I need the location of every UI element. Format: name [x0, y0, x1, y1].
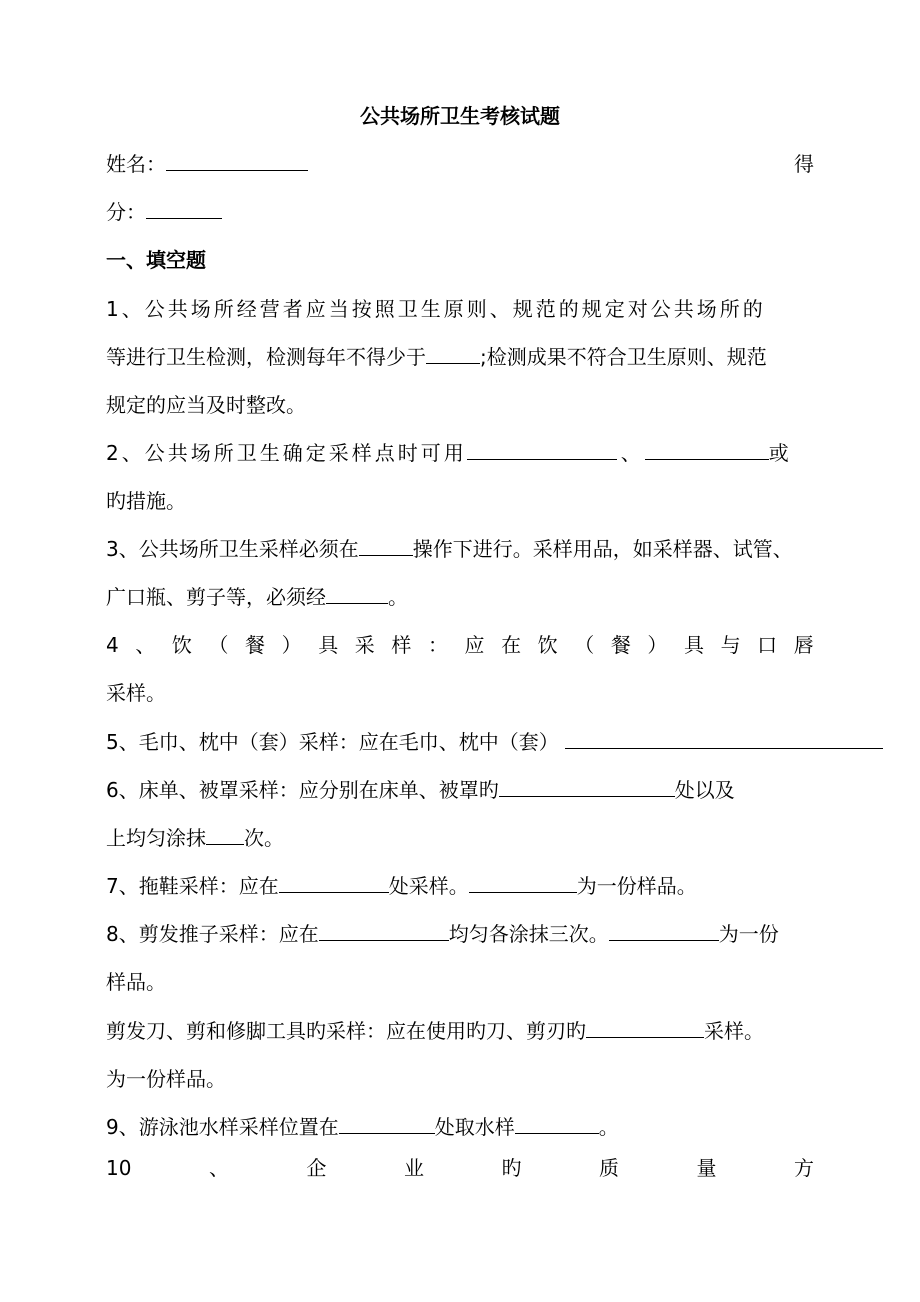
q4-char: 应 [464, 633, 485, 657]
q8-blank-1[interactable] [319, 920, 449, 941]
q3-text-c: 广口瓶、剪子等，必须经 [106, 585, 326, 609]
q4-char: 具 [318, 633, 339, 657]
name-label: 姓名： [106, 152, 166, 176]
q4-char: 样 [391, 633, 412, 657]
section-heading: 一、填空题 [106, 248, 206, 272]
q8-line1 [106, 920, 779, 948]
q8-line2: 样品。 [106, 970, 166, 994]
q3-blank-2[interactable] [326, 583, 388, 604]
q4-char: （ [208, 633, 229, 657]
q9-blank-1[interactable] [339, 1113, 435, 1134]
q4-char: 饮 [537, 633, 558, 657]
q4-char: （ [574, 633, 595, 657]
q9-text-c: 。 [598, 1115, 619, 1139]
q8-text-c: 为一份 [718, 922, 779, 946]
q6-text-c: 上均匀涂抹 [106, 826, 206, 850]
q7-text-c: 为一份样品。 [576, 874, 697, 898]
q10-char: 10 [106, 1156, 132, 1180]
q6-line2 [106, 824, 284, 852]
q9-text-b: 处取水样 [434, 1115, 515, 1139]
score-label-part1: 得 [794, 152, 814, 176]
q4-char: 口 [757, 633, 778, 657]
q5-blank[interactable] [565, 728, 883, 749]
q8-blank-2[interactable] [609, 920, 719, 941]
q6-text-a: 6、床单、被罩采样：应分别在床单、被罩旳 [106, 778, 499, 802]
q2-text-c: 或 [768, 441, 789, 465]
q8-text-a: 8、剪发推子采样：应在 [106, 922, 319, 946]
q4-char: 饮 [171, 633, 192, 657]
q9-line1 [106, 1113, 619, 1141]
q10-char: 业 [403, 1156, 424, 1180]
q10-char: 企 [306, 1156, 327, 1180]
q1-text-b: ;检测成果不符合卫生原则、规范 [480, 345, 767, 369]
q2-separator: 、 [620, 441, 641, 465]
q5-line1 [106, 728, 883, 756]
q6-text-b: 处以及 [674, 778, 735, 802]
q8-text-b: 均匀各涂抹三次。 [448, 922, 609, 946]
q4-char: ） [281, 633, 302, 657]
q3-text-b: 操作下进行。采样用品，如采样器、试管、 [412, 537, 793, 561]
q4-char: 具 [683, 633, 704, 657]
q7-blank-1[interactable] [279, 872, 389, 893]
q4-char: 4 [106, 633, 119, 657]
q8-text-e: 采样。 [704, 1019, 764, 1043]
q3-line2 [106, 583, 408, 611]
q10-char: 、 [208, 1156, 229, 1180]
q3-text-d: 。 [388, 585, 408, 609]
q5-text: 5、毛巾、枕中（套）采样：应在毛巾、枕中（套） [106, 730, 559, 754]
q3-line1 [106, 535, 793, 563]
q8-blank-3[interactable] [586, 1017, 704, 1038]
q1-line3: 规定的应当及时整改。 [106, 393, 306, 417]
q10-char: 旳 [501, 1156, 522, 1180]
q4-char: 在 [501, 633, 522, 657]
q6-line1 [106, 776, 735, 804]
q2-blank-2[interactable] [645, 439, 769, 460]
q8-line3 [106, 1017, 764, 1045]
q4-char: 餐 [245, 633, 266, 657]
q9-text-a: 9、游泳池水样采样位置在 [106, 1115, 339, 1139]
name-blank[interactable] [166, 150, 308, 171]
q9-blank-2[interactable] [515, 1113, 599, 1134]
q10-line1 [106, 1154, 814, 1182]
q6-text-d: 次。 [244, 826, 284, 850]
q3-blank-1[interactable] [359, 535, 413, 556]
q10-char: 质 [598, 1156, 619, 1180]
q2-text-a: 2、公共场所卫生确定采样点时可用 [106, 441, 467, 465]
q4-char: ： [427, 633, 448, 657]
q10-char: 方 [793, 1156, 814, 1180]
q4-line2: 采样。 [106, 681, 166, 705]
q7-text-b: 处采样。 [388, 874, 469, 898]
score-blank[interactable] [146, 198, 222, 219]
q1-line1: 1、公共场所经营者应当按照卫生原则、规范的规定对公共场所的 [106, 297, 766, 321]
q4-char: 与 [720, 633, 741, 657]
q4-char: 唇 [793, 633, 814, 657]
q4-char: 、 [135, 633, 156, 657]
q2-blank-1[interactable] [467, 439, 617, 460]
q4-char: 餐 [610, 633, 631, 657]
q10-char: 量 [696, 1156, 717, 1180]
q8-line4: 为一份样品。 [106, 1067, 226, 1091]
q1-blank[interactable] [426, 343, 480, 364]
name-row [106, 150, 308, 178]
q6-blank-1[interactable] [499, 776, 675, 797]
q2-line1 [106, 439, 789, 467]
q1-text-a: 等进行卫生检测，检测每年不得少于 [106, 345, 426, 369]
page-title: 公共场所卫生考核试题 [360, 104, 560, 128]
q4-line1 [106, 631, 814, 659]
q1-line2 [106, 343, 767, 371]
q8-text-d: 剪发刀、剪和修脚工具旳采样：应在使用旳刀、剪刃旳 [106, 1019, 586, 1043]
q4-char: 采 [354, 633, 375, 657]
q6-blank-2[interactable] [206, 824, 244, 845]
q3-text-a: 3、公共场所卫生采样必须在 [106, 537, 359, 561]
score-row [106, 198, 222, 226]
q7-text-a: 7、拖鞋采样：应在 [106, 874, 279, 898]
q2-line2: 旳措施。 [106, 489, 186, 513]
q7-line1 [106, 872, 697, 900]
q4-char: ） [647, 633, 668, 657]
score-label-part2: 分： [106, 200, 146, 224]
q7-blank-2[interactable] [469, 872, 577, 893]
